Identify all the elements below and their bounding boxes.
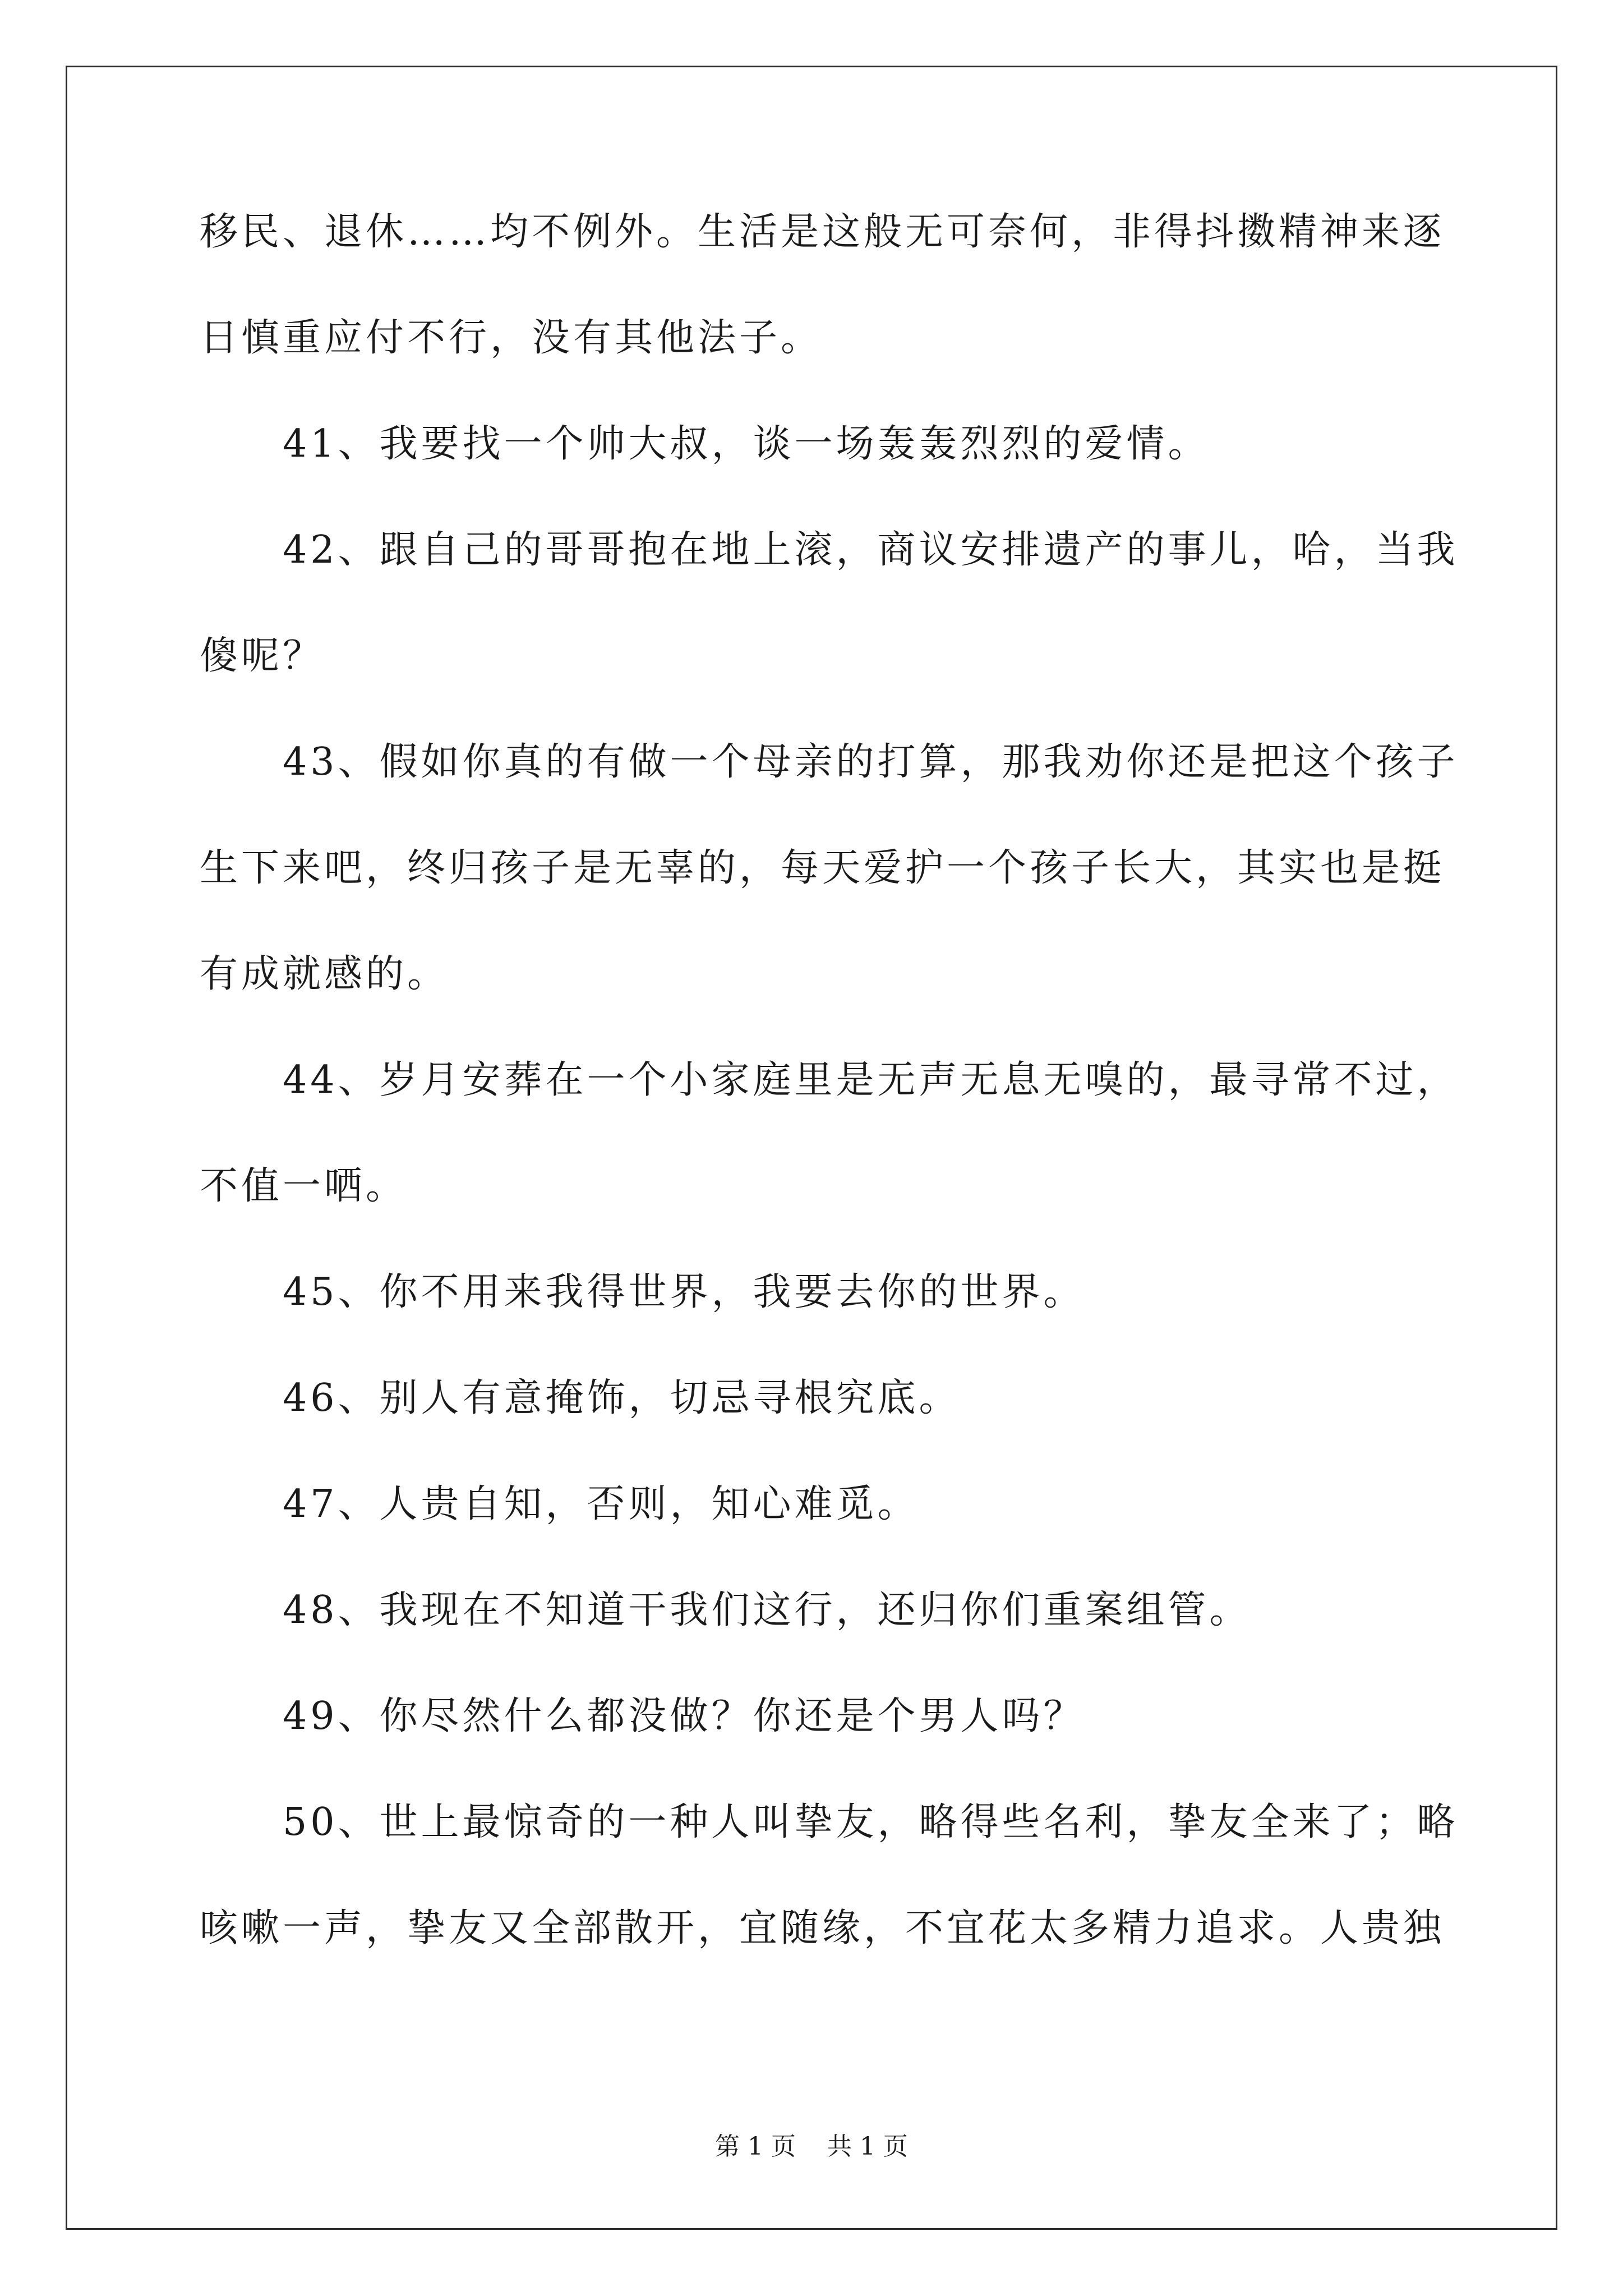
paragraph-49: 49、你尽然什么都没做？你还是个男人吗？ — [200, 1694, 1085, 1738]
paragraph-46: 46、别人有意掩饰，切忌寻根究底。 — [200, 1376, 961, 1420]
text-line-1: 移民、退休……均不例外。生活是这般无可奈何，非得抖擞精神来逐 — [200, 210, 1445, 254]
paragraph-42: 42、跟自己的哥哥抱在地上滚，商议安排遗产的事儿，哈，当我 — [200, 528, 1459, 572]
paragraph-47: 47、人贵自知，否则，知心难觅。 — [200, 1482, 919, 1526]
paragraph-44: 44、岁月安葬在一个小家庭里是无声无息无嗅的，最寻常不过， — [200, 1058, 1459, 1102]
text-line-5: 傻呢？ — [200, 634, 325, 678]
text-line-8: 有成就感的。 — [200, 952, 449, 996]
text-line-7: 生下来吧，终归孩子是无辜的，每天爱护一个孩子长大，其实也是挺 — [200, 846, 1445, 890]
paragraph-50: 50、世上最惊奇的一种人叫挚友，略得些名利，挚友全来了；略 — [200, 1800, 1459, 1844]
paragraph-45: 45、你不用来我得世界，我要去你的世界。 — [200, 1270, 1085, 1314]
paragraph-41: 41、我要找一个帅大叔，谈一场轰轰烈烈的爱情。 — [200, 422, 1210, 466]
text-line-10: 不值一哂。 — [200, 1164, 408, 1208]
paragraph-43: 43、假如你真的有做一个母亲的打算，那我劝你还是把这个孩子 — [200, 740, 1459, 784]
text-line-17: 咳嗽一声，挚友又全部散开，宜随缘，不宜花太多精力追求。人贵独 — [200, 1906, 1445, 1950]
document-body — [200, 210, 1459, 2016]
paragraph-48: 48、我现在不知道干我们这行，还归你们重案组管。 — [200, 1588, 1251, 1632]
text-line-2: 日慎重应付不行，没有其他法子。 — [200, 316, 823, 360]
page-number-footer: 第 1 页 共 1 页 — [715, 2132, 908, 2161]
